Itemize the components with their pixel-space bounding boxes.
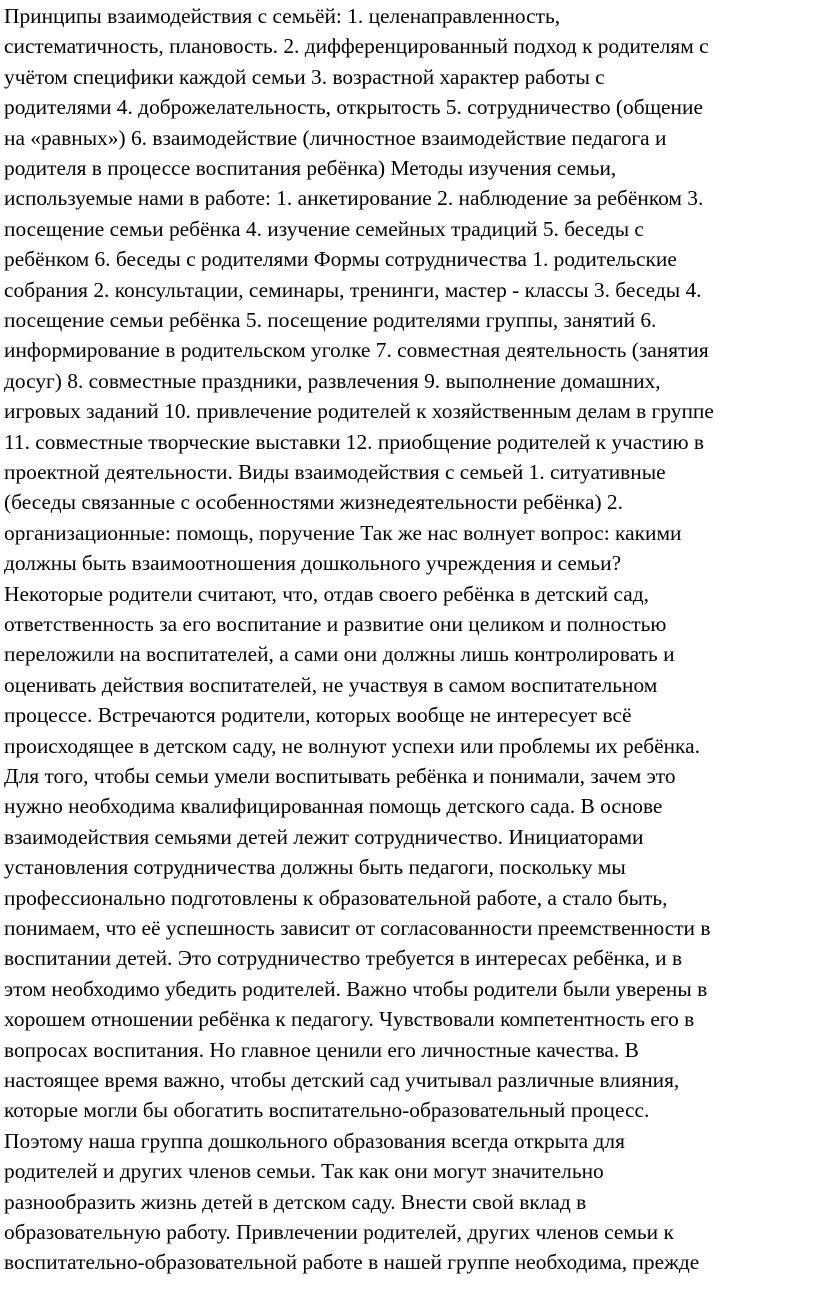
text-line: взаимодействия семьями детей лежит сотрудничество. Инициаторами (4, 824, 644, 849)
text-line: игровых заданий 10. привлечение родителей к хозяйственным делам в группе (4, 399, 714, 424)
text-line: переложили на воспитателей, а сами они должны лишь контролировать и (4, 642, 675, 667)
text-line: родителя в процессе воспитания ребёнка) Методы изучения семьи, (4, 156, 617, 180)
text-line: профессионально подготовлены к образовательной работе, а стало быть, (4, 885, 668, 910)
text-line: этом необходимо убедить родителей. Важно чтобы родители были уверены в (4, 976, 708, 1001)
text-line: информирование в родительском уголке 7. совместная деятельность (занятия (4, 338, 709, 363)
text-line: родителями 4. доброжелательность, открытость 5. сотрудничество (общение (4, 95, 703, 120)
text-line: разнообразить жизнь детей в детском саду. Внести свой вклад в (4, 1189, 587, 1214)
text-line: проектной деятельности. Виды взаимодействия с семьей 1. ситуативные (4, 460, 666, 484)
text-line: процессе. Встречаются родители, которых вообще не интересует всё (4, 703, 632, 728)
text-line: Принципы взаимодействия с семьёй: 1. целенаправленность, (4, 4, 561, 28)
text-line: понимаем, что её успешность зависит от согласованности преемственности в (4, 916, 711, 940)
text-line: оценивать действия воспитателей, не участвуя в самом воспитательном (4, 672, 658, 697)
text-line: используемые нами в работе: 1. анкетирование 2. наблюдение за ребёнком 3. (4, 186, 704, 211)
text-line: 11. совместные творческие выставки 12. приобщение родителей к участию в (4, 429, 705, 454)
text-line: вопросах воспитания. Но главное ценили его личностные качества. В (4, 1037, 639, 1062)
text-line: Поэтому наша группа дошкольного образования всегда открыта для (4, 1128, 625, 1153)
text-line: собрания 2. консультации, семинары, тренинги, мастер - классы 3. беседы 4. (4, 277, 702, 302)
text-line: которые могли бы обогатить воспитательно-образовательный процесс. (4, 1098, 650, 1123)
text-line: воспитательно-образовательной работе в нашей группе необходима, прежде (4, 1250, 700, 1275)
text-line: нужно необходима квалифицированная помощь детского сада. В основе (4, 794, 663, 819)
text-line: ребёнком 6. беседы с родителями Формы сотрудничества 1. родительские (4, 247, 677, 272)
text-line: происходящее в детском саду, не волнуют успехи или проблемы их ребёнка. (4, 733, 700, 758)
text-line: систематичность, плановость. 2. дифференцированный подход к родителям с (4, 34, 709, 59)
text-line: должны быть взаимоотношения дошкольного учреждения и семьи? (4, 551, 622, 576)
text-line: настоящее время важно, чтобы детский сад учитывал различные влияния, (4, 1068, 680, 1092)
text-line: хорошем отношении ребёнка к педагогу. Чувствовали компетентность его в (4, 1007, 695, 1032)
text-line: родителей и других членов семьи. Так как они могут значительно (4, 1159, 604, 1184)
text-line: Для того, чтобы семьи умели воспитывать ребёнка и понимали, зачем это (4, 764, 676, 788)
text-line: организационные: помощь, поручение Так же нас волнует вопрос: какими (4, 520, 682, 545)
text-line: (беседы связанные с особенностями жизнедеятельности ребёнка) 2. (4, 490, 623, 515)
text-line: посещение семьи ребёнка 4. изучение семейных традиций 5. беседы с (4, 216, 644, 241)
text-line: Некоторые родители считают, что, отдав своего ребёнка в детский сад, (4, 581, 649, 606)
text-line: учётом специфики каждой семьи 3. возрастной характер работы с (4, 64, 605, 89)
text-line: установления сотрудничества должны быть педагоги, поскольку мы (4, 855, 626, 880)
text-line: посещение семьи ребёнка 5. посещение родителями группы, занятий 6. (4, 308, 657, 332)
text-line: ответственность за его воспитание и развитие они целиком и полностью (4, 612, 667, 636)
text-line: образовательную работу. Привлечении родителей, других членов семьи к (4, 1220, 674, 1244)
text-line: досуг) 8. совместные праздники, развлечения 9. выполнение домашних, (4, 368, 661, 393)
text-line: воспитании детей. Это сотрудничество требуется в интересах ребёнка, и в (4, 946, 683, 971)
text-line: на «равных») 6. взаимодействие (личностное взаимодействие педагога и (4, 125, 667, 150)
